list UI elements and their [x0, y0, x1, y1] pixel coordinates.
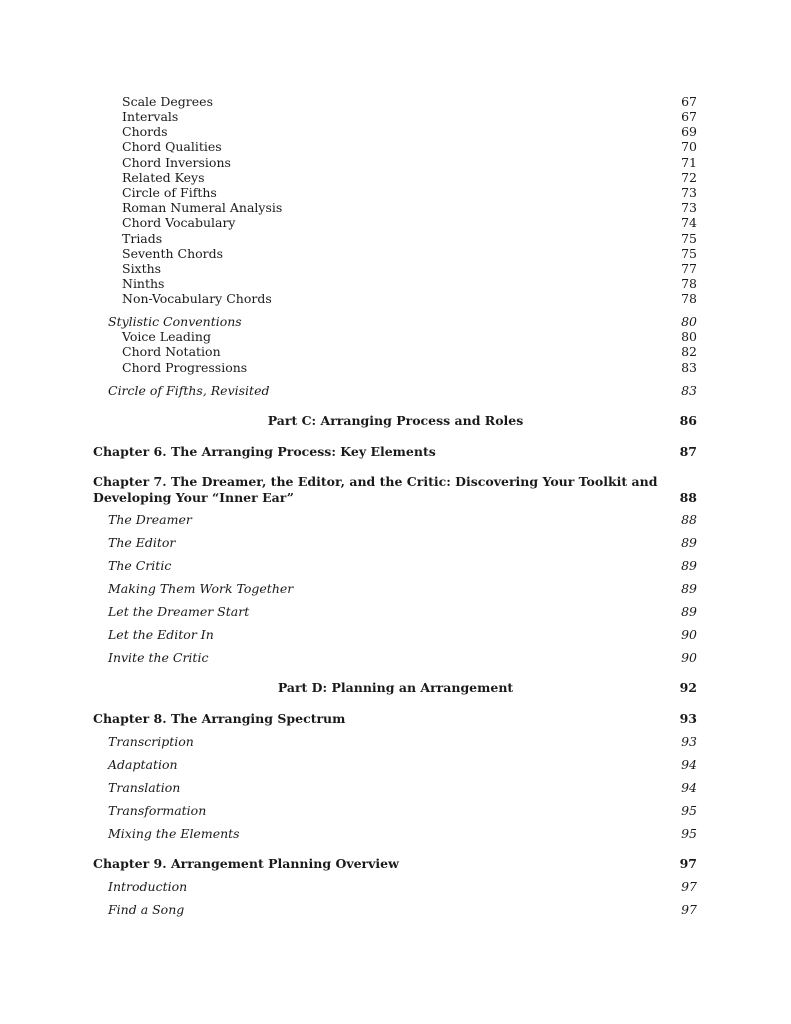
toc-entry-title: Intervals [122, 109, 179, 124]
toc-entry-page: 80 [681, 329, 697, 344]
toc-entry-title: Part D: Planning an Arrangement [277, 680, 514, 695]
toc-entry-page: 95 [681, 803, 697, 818]
toc-entry-title: The Critic [108, 558, 172, 573]
toc-entry-page: 67 [681, 109, 697, 124]
toc-entry-title: Mixing the Elements [108, 826, 240, 841]
toc-entry-page: 73 [681, 200, 697, 215]
toc-entry-title: Roman Numeral Analysis [122, 200, 283, 215]
toc-entry-title: Adaptation [108, 757, 178, 772]
toc-entry-title: Chord Inversions [122, 155, 231, 170]
toc-entry-title: Introduction [108, 879, 188, 894]
toc-entry-title: Translation [108, 780, 181, 795]
toc-entry-title: Making Them Work Together [108, 581, 294, 596]
toc-entry-page: 83 [681, 360, 697, 375]
toc-entry-title: Part C: Arranging Process and Roles [267, 413, 524, 428]
toc-entry-title: The Dreamer [108, 512, 192, 527]
toc-entry-page: 86 [679, 413, 697, 428]
toc-entry-page: 94 [681, 780, 697, 795]
toc-entry-title: Chord Qualities [122, 139, 222, 154]
toc-entry-title: Non-Vocabulary Chords [122, 291, 272, 306]
toc-entry-page: 69 [681, 124, 697, 139]
toc-entry-title: Sixths [122, 261, 162, 276]
toc-entry-title: Chapter 7. The Dreamer, the Editor, and the Critic: Discovering Your Toolkit and Developing Your “Inner Ear” [93, 474, 658, 505]
toc-entry-page: 93 [679, 711, 697, 726]
toc-entry-title: Circle of Fifths, Revisited [108, 383, 270, 398]
toc-entry-title: Invite the Critic [108, 650, 209, 665]
toc-entry-page: 94 [681, 757, 697, 772]
toc-entry-page: 89 [681, 604, 697, 619]
toc-entry-title: Ninths [122, 276, 165, 291]
toc-entry-page: 90 [681, 650, 697, 665]
toc-entry-page: 75 [681, 246, 697, 261]
toc-entry-title: Let the Editor In [108, 627, 214, 642]
toc-entry-page: 93 [681, 734, 697, 749]
toc-entry-page: 67 [681, 94, 697, 109]
toc-entry-page: 89 [681, 558, 697, 573]
toc-entry-title: Chord Notation [122, 344, 221, 359]
toc-entry-page: 89 [681, 535, 697, 550]
toc-entry-page: 74 [681, 215, 697, 230]
toc-entry-page: 73 [681, 185, 697, 200]
toc-entry-title: Chapter 8. The Arranging Spectrum [93, 711, 346, 726]
toc-entry-title: Find a Song [108, 902, 185, 917]
toc-entry-title: Scale Degrees [122, 94, 213, 109]
toc-entry-title: Transformation [108, 803, 207, 818]
toc-entry-title: Chords [122, 124, 168, 139]
toc-entry-page: 82 [681, 344, 697, 359]
toc-entry-page: 80 [681, 314, 697, 329]
toc-entry-title: Seventh Chords [122, 246, 224, 261]
toc-entry-title: Stylistic Conventions [108, 314, 242, 329]
toc-entry-page: 89 [681, 581, 697, 596]
toc-entry-page: 88 [679, 490, 697, 505]
toc-entry-page: 78 [681, 291, 697, 306]
toc-entry-page: 78 [681, 276, 697, 291]
toc-entry-title: Chord Progressions [122, 360, 248, 375]
toc-entry-page: 88 [681, 512, 697, 527]
toc-entry-page: 95 [681, 826, 697, 841]
toc-entry-page: 90 [681, 627, 697, 642]
toc-entry-title: Chapter 6. The Arranging Process: Key Elements [93, 444, 436, 459]
toc-entry-page: 92 [679, 680, 697, 695]
toc-entry-page: 97 [681, 879, 697, 894]
toc-entry-page: 70 [681, 139, 697, 154]
toc-entry-title: Circle of Fifths [122, 185, 217, 200]
toc-entry-title: Related Keys [122, 170, 205, 185]
toc-entry-page: 97 [681, 902, 697, 917]
toc-entry-page: 87 [679, 444, 697, 459]
toc-entry-page: 72 [681, 170, 697, 185]
toc-entry-title: Transcription [108, 734, 194, 749]
toc-entry-title: Voice Leading [122, 329, 211, 344]
toc-entry-title: Triads [122, 231, 163, 246]
toc-entry-page: 71 [681, 155, 697, 170]
toc-entry-page: 97 [679, 856, 697, 871]
toc-entry-page: 83 [681, 383, 697, 398]
toc-entry-title: Chapter 9. Arrangement Planning Overview [93, 856, 399, 871]
toc-entry-page: 75 [681, 231, 697, 246]
toc-entry-title: Chord Vocabulary [122, 215, 236, 230]
toc-entry-page: 77 [681, 261, 697, 276]
toc-entry-title: Let the Dreamer Start [108, 604, 250, 619]
toc-entry-title: The Editor [108, 535, 176, 550]
